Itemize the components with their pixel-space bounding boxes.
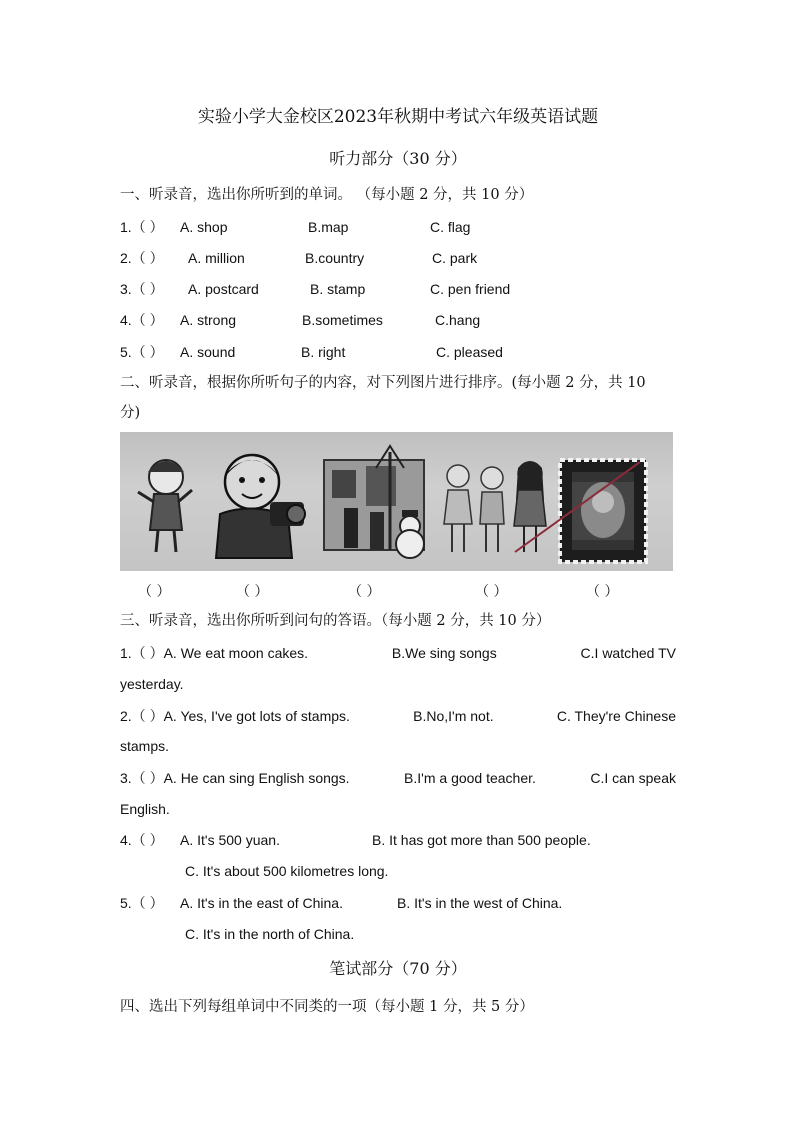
section2-heading-line2: 分) <box>120 405 141 421</box>
question-number-and-option-a: 2.（ ）A. Yes, I've got lots of stamps. <box>120 708 350 724</box>
option-c: C. flag <box>430 219 471 235</box>
three-girls-picture <box>444 461 546 552</box>
option-c: C. They're Chinese <box>556 708 676 724</box>
option-b: B. It's in the west of China. <box>397 895 563 911</box>
option-a: A. shop <box>180 219 228 235</box>
section3-question-1 <box>120 644 676 662</box>
winter-snowman-picture <box>324 446 424 558</box>
girl-cartoon-picture <box>138 460 192 552</box>
question-number: 2.（ ） <box>120 250 164 266</box>
section1-question-4 <box>120 311 676 329</box>
option-c: C. pleased <box>436 344 503 360</box>
option-a: A. postcard <box>188 281 259 297</box>
section3-question-2-wrap: stamps. <box>120 738 170 754</box>
option-b: B.map <box>308 219 349 235</box>
section3-question-4 <box>120 831 676 849</box>
section3-question-3-wrap: English. <box>120 801 170 817</box>
section3-question-2 <box>120 707 676 725</box>
option-c: C.I can speak <box>590 770 676 786</box>
option-c: C. It's about 500 kilometres long. <box>185 863 389 879</box>
section4-heading: 四、选出下列每组单词中不同类的一项（每小题 1 分，共 5 分） <box>120 999 534 1015</box>
boy-with-camera-picture <box>216 455 305 558</box>
picture-5-answer-blank[interactable]: （ ） <box>586 584 619 600</box>
picture-4-answer-blank[interactable]: （ ） <box>475 584 508 600</box>
section3-question-3 <box>120 769 676 787</box>
section1-heading: 一、听录音，选出你所听到的单词。 （每小题 2 分，共 10 分） <box>120 187 534 203</box>
option-a: A. million <box>188 250 245 266</box>
question-number: 4.（ ） <box>120 312 164 328</box>
option-c: C. pen friend <box>430 281 511 297</box>
picture-strip <box>120 432 673 571</box>
question-number: 5.（ ） <box>120 344 164 360</box>
option-b: B.sometimes <box>302 312 383 328</box>
picture-1-answer-blank[interactable]: （ ） <box>138 584 171 600</box>
option-a: A. It's 500 yuan. <box>180 832 280 848</box>
section3-question-5 <box>120 894 676 912</box>
section1-question-2 <box>120 249 676 267</box>
option-a: A. sound <box>180 344 236 360</box>
option-b: B.We sing songs <box>391 645 497 661</box>
question-number-and-option-a: 1.（ ）A. We eat moon cakes. <box>120 645 309 661</box>
option-b: B. right <box>301 344 346 360</box>
option-b: B.No,I'm not. <box>413 708 494 724</box>
option-a: A. It's in the east of China. <box>180 895 343 911</box>
section1-question-1 <box>120 218 676 236</box>
picture-2-answer-blank[interactable]: （ ） <box>236 584 269 600</box>
listening-section-header: 听力部分（30 分） <box>329 149 467 168</box>
option-a: A. strong <box>180 312 237 328</box>
option-c: C.hang <box>435 312 481 328</box>
picture-order-blanks <box>120 581 676 599</box>
section3-question-1-wrap: yesterday. <box>120 676 184 692</box>
question-number: 5.（ ） <box>120 895 164 911</box>
option-c: C. It's in the north of China. <box>185 926 355 942</box>
option-b: B. It has got more than 500 people. <box>372 832 591 848</box>
section2-heading-line1: 二、听录音，根据你所听句子的内容，对下列图片进行排序。(每小题 2 分，共 10 <box>120 375 646 391</box>
section3-question-4-option-c-row <box>120 862 676 880</box>
picture-strip-illustrations <box>120 432 673 571</box>
section1-question-3 <box>120 280 676 298</box>
section3-question-5-option-c-row <box>120 925 676 943</box>
question-number: 3.（ ） <box>120 281 164 297</box>
question-number: 4.（ ） <box>120 832 164 848</box>
section3-heading: 三、听录音，选出你所听到问句的答语。（每小题 2 分，共 10 分） <box>120 613 551 629</box>
writing-section-header: 笔试部分（70 分） <box>329 959 467 978</box>
question-number-and-option-a: 3.（ ）A. He can sing English songs. <box>120 770 350 786</box>
option-b: B.I'm a good teacher. <box>404 770 536 786</box>
option-b: B. stamp <box>310 281 366 297</box>
exam-title: 实验小学大金校区2023年秋期中考试六年级英语试题 <box>197 107 599 127</box>
picture-3-answer-blank[interactable]: （ ） <box>348 584 381 600</box>
option-c: C.I watched TV <box>580 645 676 661</box>
option-c: C. park <box>432 250 478 266</box>
option-b: B.country <box>305 250 365 266</box>
question-number: 1.（ ） <box>120 219 164 235</box>
section1-question-5 <box>120 343 676 361</box>
